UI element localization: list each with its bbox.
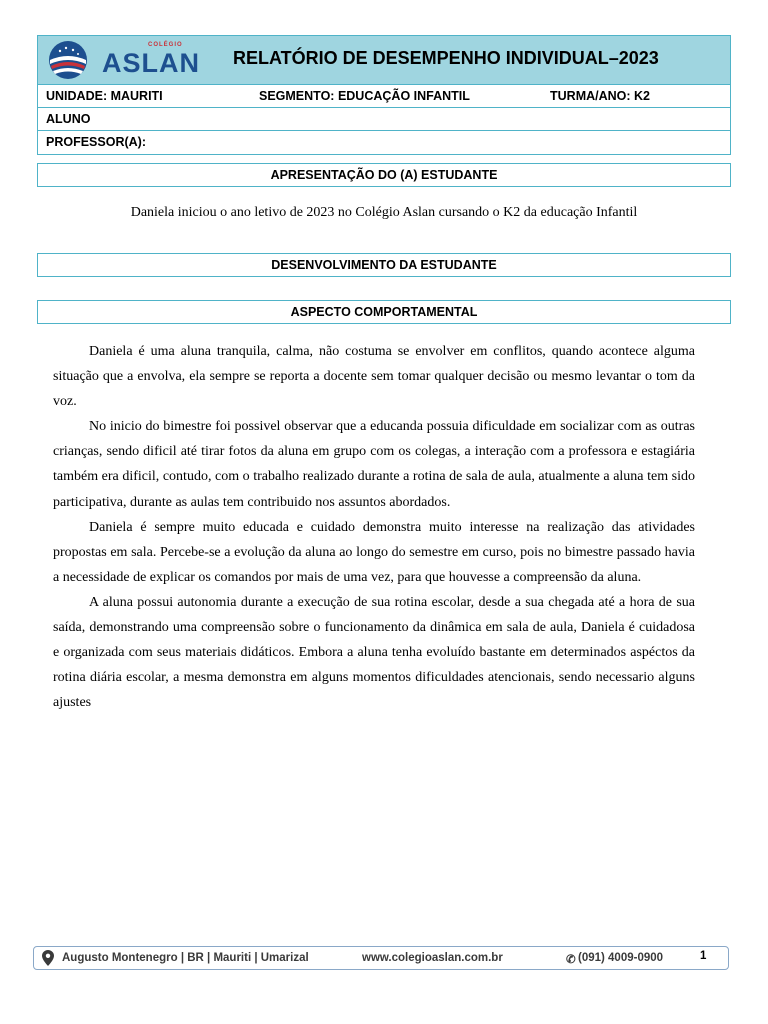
paragraph: Daniela é uma aluna tranquila, calma, não costuma se envolver em conflitos, quando acontece alguma situação que a envolva, ela sempre se reporta a docente sem tomar qualquer decisão ou mesmo levantar o tom da voz. [53,344,695,410]
school-logo [46,40,200,80]
header-table [37,35,731,155]
globe-logo-icon [46,40,90,80]
info-row-teacher [38,131,730,154]
unit-label: UNIDADE: MAURITI [46,89,163,103]
phone-icon: ✆ [566,954,576,966]
footer-phone: (091) 4009-0900 [578,952,664,964]
page-number: 1 [700,950,707,962]
paragraph: No inicio do bimestre foi possivel observar que a educanda possuia dificuldade em socializar com as outras crianças, sendo dificil até tirar fotos da aluna em grupo com os colegas, a interação com a professora e estagiária também era dificil, contudo, com o trabalho realizado durante a rotina de sala de aula, atualmente a aluna tem sido participativa, durante as aulas tem contribuido nos assuntos abordados. [53,419,695,510]
section-development: DESENVOLVIMENTO DA ESTUDANTE [37,253,731,277]
info-row-unit [38,85,730,108]
logo-brand-text: ASLAN [102,48,200,78]
class-label: TURMA/ANO: K2 [550,89,650,103]
report-body [53,339,695,715]
segment-label: SEGMENTO: EDUCAÇÃO INFANTIL [259,89,470,103]
page-footer [33,946,729,970]
paragraph: Daniela é sempre muito educada e cuidado demonstra muito interesse na realização das atividades propostas em sala. Percebe-se a evolução da aluna ao longo do semestre em curso, pois no bimestre passado havia a necessidade de explicar os comandos por mais de uma vez, para que houvesse a compreensão da aluna. [53,519,695,585]
footer-address: Augusto Montenegro | BR | Mauriti | Umarizal [62,952,309,964]
logo-small-text: COLÉGIO [148,42,183,48]
intro-text: Daniela iniciou o ano letivo de 2023 no Colégio Aslan cursando o K2 da educação Infantil [130,205,638,220]
student-label: ALUNO [46,112,91,126]
location-pin-icon [42,950,54,966]
report-title: RELATÓRIO DE DESEMPENHO INDIVIDUAL–2023 [233,48,659,68]
paragraph: A aluna possui autonomia durante a execução de sua rotina escolar, desde a sua chegada até a hora de sua saída, demonstrando uma compreensão sobre o funcionamento da dinâmica em sala de aula, Daniela é cuidadosa e organizada com seus materiais didáticos. Embora a aluna tenha evoluído bastante em determinados aspéctos da rotina diária escolar, a mesma demonstra em alguns momentos dificuldades atencionais, sendo necessario alguns ajustes [53,594,695,711]
footer-website[interactable]: www.colegioaslan.com.br [362,952,503,964]
info-row-student [38,108,730,131]
teacher-label: PROFESSOR(A): [46,135,146,149]
title-row [38,36,730,85]
section-presentation: APRESENTAÇÃO DO (A) ESTUDANTE [37,163,731,187]
section-behavioral: ASPECTO COMPORTAMENTAL [37,300,731,324]
